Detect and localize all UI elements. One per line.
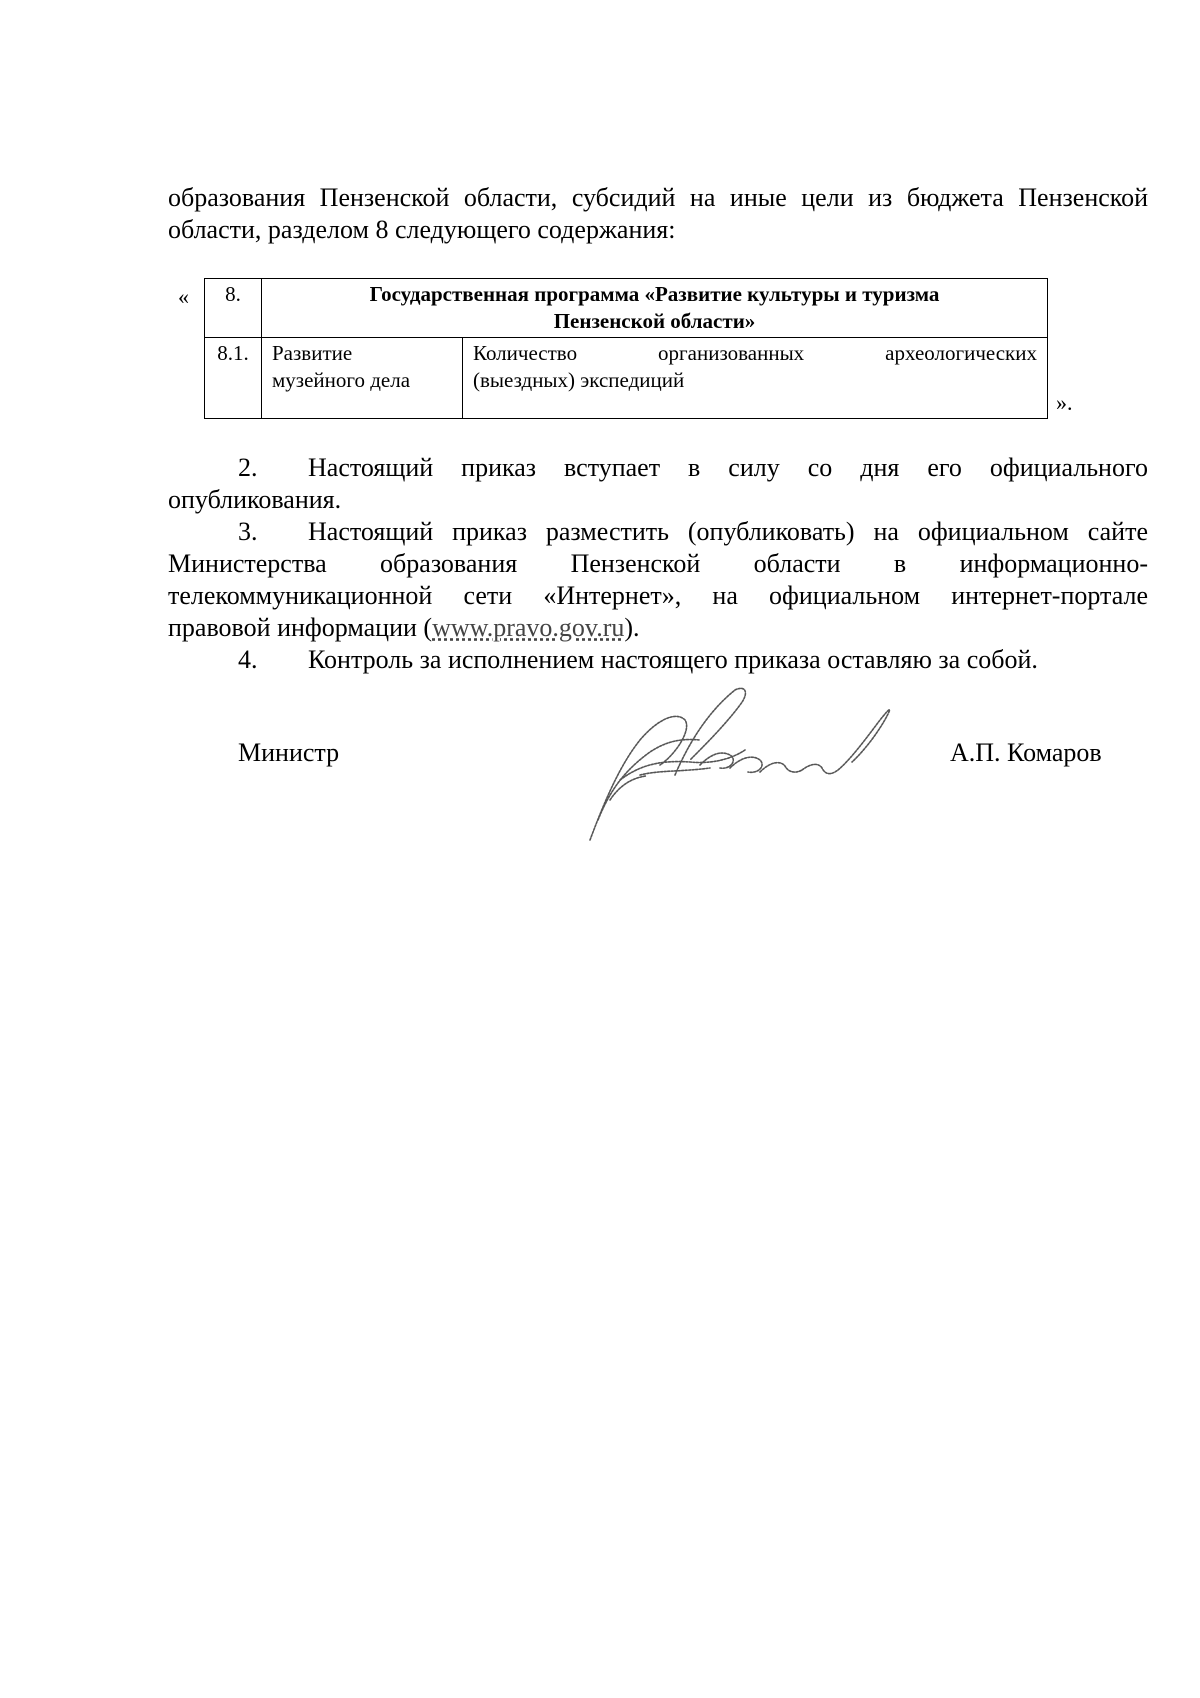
- paragraph-3-line-1: [168, 516, 1148, 548]
- paragraph-2-line-1: [168, 452, 1148, 484]
- program-title-line-1: Государственная программа «Развитие культуры и туризма: [369, 282, 940, 306]
- signatory-title: Министр: [238, 738, 340, 767]
- direction-name-cell: [262, 338, 463, 419]
- direction-name-line-1: Развитие: [272, 341, 353, 365]
- paragraph-4-line-1: [168, 644, 1148, 676]
- intro-line-1: образования Пензенской области, субсидий на иные цели из бюджета Пензенской: [168, 183, 1148, 212]
- paragraph-3-text: Настоящий приказ разместить (опубликовать) на официальном сайте: [308, 517, 1148, 546]
- intro-line-2: области, разделом 8 следующего содержания:: [168, 215, 676, 244]
- paragraph-2-text: Настоящий приказ вступает в силу со дня его официального: [308, 453, 1148, 482]
- pravo-gov-link[interactable]: www.pravo.gov.ru: [432, 613, 625, 642]
- table-row: [205, 338, 1048, 419]
- paragraph-4-number: 4.: [238, 645, 258, 674]
- table-opening-quote: «: [178, 284, 189, 309]
- handwritten-signature: [580, 680, 910, 850]
- indicator-line-2: (выездных) экспедиций: [473, 368, 685, 392]
- direction-name-line-2: музейного дела: [272, 368, 411, 392]
- program-title-line-2: Пензенской области»: [553, 309, 756, 333]
- paragraph-2-number: 2.: [238, 453, 258, 482]
- paragraph-4-text: Контроль за исполнением настоящего приказа оставляю за собой.: [308, 645, 1038, 674]
- table-row: [205, 279, 1048, 338]
- section-number-cell: 8.: [205, 279, 262, 338]
- paragraph-3-line-4: [168, 612, 1148, 644]
- inserted-section-table: [204, 278, 1048, 419]
- subsection-number-cell: 8.1.: [205, 338, 262, 419]
- paragraph-3-number: 3.: [238, 517, 258, 546]
- paragraph-3-line-2: Министерства образования Пензенской области в информационно-: [168, 549, 1148, 578]
- program-title-cell: [262, 279, 1048, 338]
- table-closing-quote: ».: [1056, 390, 1073, 415]
- paragraph-3-line-4-suffix: ).: [624, 613, 640, 642]
- signatory-name: А.П. Комаров: [950, 738, 1102, 767]
- indicator-cell: [463, 338, 1048, 419]
- indicator-line-1: Количество организованных археологических: [473, 341, 1037, 365]
- paragraph-3-line-4-prefix: правовой информации (: [168, 613, 433, 642]
- paragraph-3-line-3: телекоммуникационной сети «Интернет», на официальном интернет-портале: [168, 581, 1148, 610]
- numbered-paragraphs: [168, 452, 1148, 676]
- intro-paragraph: [168, 182, 1148, 246]
- paragraph-2-line-2: опубликования.: [168, 485, 342, 514]
